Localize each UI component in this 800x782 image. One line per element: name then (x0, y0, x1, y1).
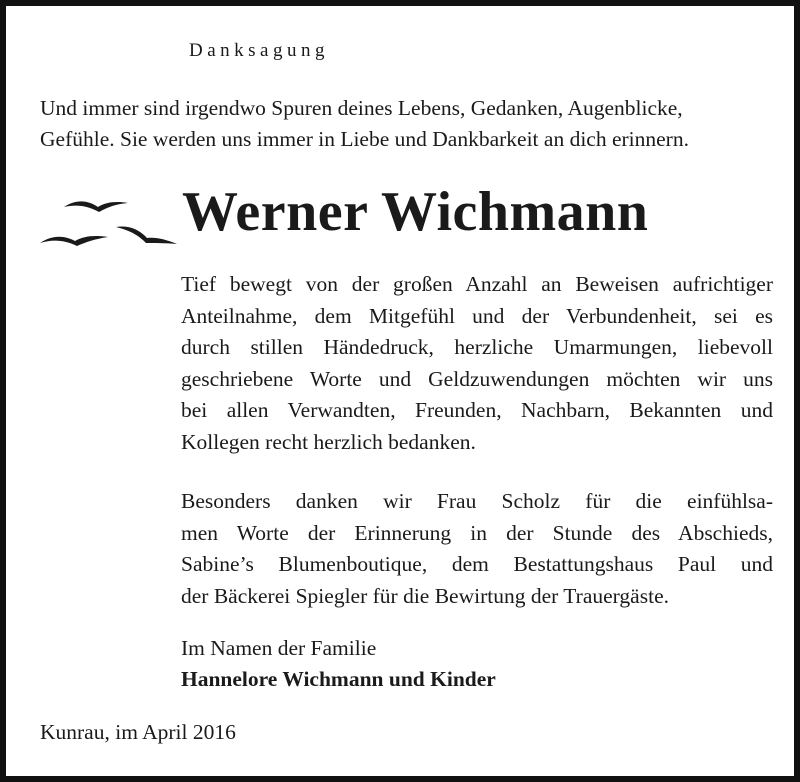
intro-line: Gefühle. Sie werden uns immer in Liebe und Dankbarkeit an dich erinnern. (40, 127, 689, 151)
paragraph-line: Anteilnahme, dem Mitgefühl und der Verbundenheit, sei es (181, 303, 773, 328)
paragraph-line: Besonders danken wir Frau Scholz für die einfühlsa- (181, 489, 773, 513)
heading-danksagung: Danksagung (189, 40, 329, 61)
place-date: Kunrau, im April 2016 (40, 720, 236, 744)
thanks-paragraph-1 (181, 269, 773, 458)
paragraph-line: bei allen Verwandten, Freunden, Nachbarn, Bekannten und (181, 398, 773, 422)
family-signature (181, 633, 496, 695)
paragraph-line: Sabine’s Blumenboutique, dem Bestattungshaus Paul und (181, 552, 773, 576)
paragraph-line: durch stillen Händedruck, herzliche Umarmungen, liebevoll (181, 335, 773, 359)
family-line: Im Namen der Familie (181, 636, 377, 660)
paragraph-line: Tief bewegt von der großen Anzahl an Beweisen aufrichtiger (181, 272, 773, 296)
paragraph-line: Kollegen recht herzlich bedanken. (181, 429, 476, 454)
paragraph-line: geschriebene Worte und Geldzuwendungen möchten wir uns (181, 366, 773, 391)
deceased-name: Werner Wichmann (182, 181, 649, 243)
intro-verse (40, 93, 785, 155)
thanks-paragraph-2 (181, 486, 773, 612)
paragraph-line: der Bäckerei Spiegler für die Bewirtung der Trauergäste. (181, 583, 669, 608)
signer-name: Hannelore Wichmann und Kinder (181, 667, 496, 691)
intro-line: Und immer sind irgendwo Spuren deines Lebens, Gedanken, Augenblicke, (40, 96, 683, 120)
flying-birds-icon (36, 194, 181, 259)
paragraph-line: men Worte der Erinnerung in der Stunde des Abschieds, (181, 520, 773, 545)
